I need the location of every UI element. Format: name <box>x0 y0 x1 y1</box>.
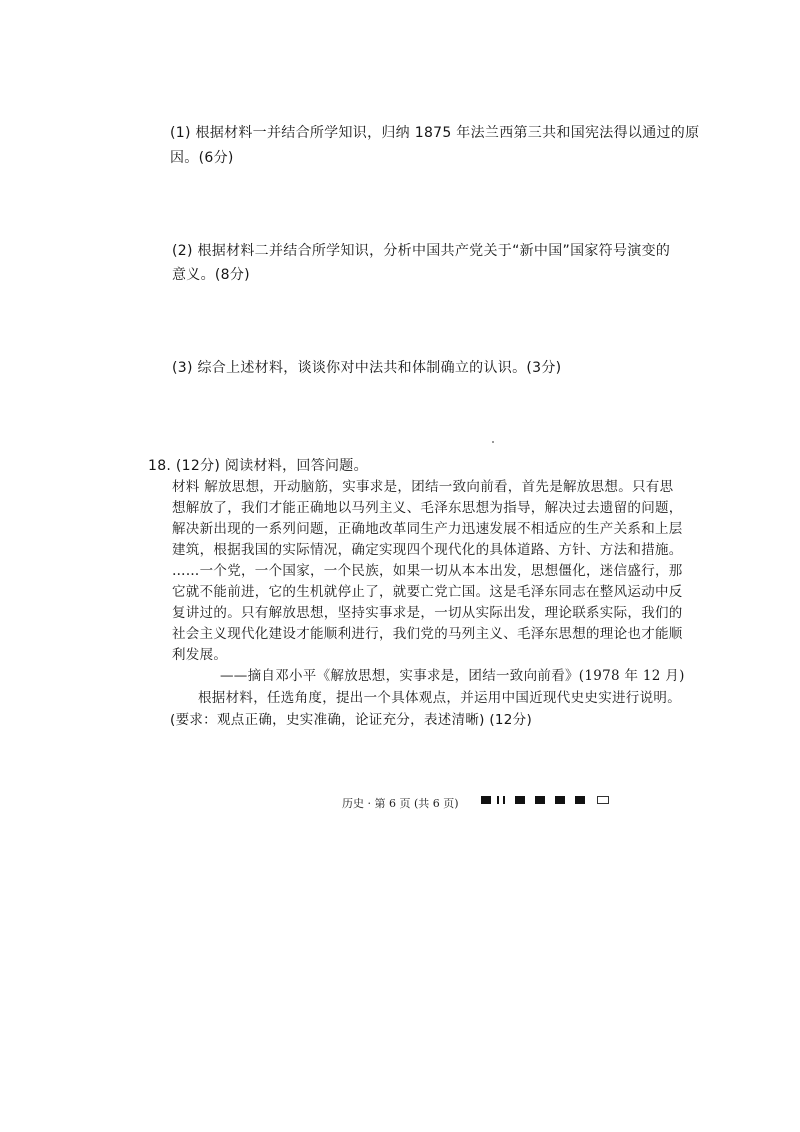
q18-requirement: (要求：观点正确，史实准确，论证充分，表述清晰) (12分) <box>170 712 533 728</box>
alignment-mark <box>535 796 545 804</box>
q17-part3-line1: (3) 综合上述材料，谈谈你对中法共和体制确立的认识。(3分) <box>172 360 562 376</box>
alignment-mark <box>555 796 565 804</box>
q17-part1-line1: (1) 根据材料一并结合所学知识，归纳 1875 年法兰西第三共和国宪法得以通过的原 <box>170 125 700 141</box>
alignment-mark <box>481 796 491 804</box>
q18-task: 根据材料，任选角度，提出一个具体观点，并运用中国近现代史史实进行说明。 <box>198 690 681 706</box>
q18-material-line: 利发展。 <box>172 647 228 663</box>
alignment-mark <box>497 796 499 804</box>
alignment-mark <box>575 796 585 804</box>
alignment-mark <box>515 796 525 804</box>
q18-material-line: 它就不能前进，它的生机就停止了，就要亡党亡国。这是毛泽东同志在整风运动中反 <box>172 584 683 600</box>
page-footer-label: 历史 · 第 6 页 (共 6 页) <box>342 797 459 810</box>
q18-material-line: 想解放了，我们才能正确地以马列主义、毛泽东思想为指导，解决过去遗留的问题， <box>172 500 683 516</box>
q17-part2-line1: (2) 根据材料二并结合所学知识，分析中国共产党关于“新中国”国家符号演变的 <box>172 243 671 259</box>
q17-part2-line2: 意义。(8分) <box>172 267 250 283</box>
q18-material-line: 社会主义现代化建设才能顺利进行，我们党的马列主义、毛泽东思想的理论也才能顺 <box>172 626 683 642</box>
alignment-mark <box>597 796 609 804</box>
scan-speck <box>492 441 494 443</box>
q18-material-line: 解决新出现的一系列问题，正确地改革同生产力迅速发展不相适应的生产关系和上层 <box>172 521 683 537</box>
q17-part1-line2: 因。(6分) <box>170 150 234 166</box>
q18-header: 18. (12分) 阅读材料，回答问题。 <box>148 458 368 474</box>
q18-material-line: 材料 解放思想，开动脑筋，实事求是，团结一致向前看，首先是解放思想。只有思 <box>172 479 674 495</box>
alignment-mark <box>503 796 505 804</box>
q18-material-line: 复讲过的。只有解放思想，坚持实事求是，一切从实际出发，理论联系实际，我们的 <box>172 605 683 621</box>
q18-material-line: 建筑，根据我国的实际情况，确定实现四个现代化的具体道路、方针、方法和措施。 <box>172 542 683 558</box>
q18-material-line: ……一个党，一个国家，一个民族，如果一切从本本出发，思想僵化，迷信盛行，那 <box>172 563 683 579</box>
q18-source: ——摘自邓小平《解放思想，实事求是，团结一致向前看》(1978 年 12 月) <box>220 668 685 684</box>
